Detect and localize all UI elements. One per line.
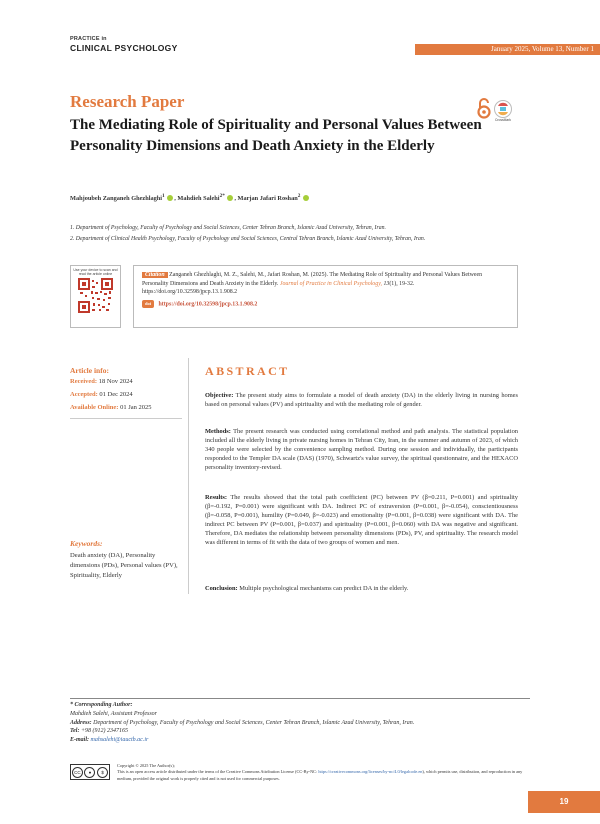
issue-band: January 2025, Volume 13, Number 1: [415, 44, 600, 55]
info-divider: [70, 418, 182, 419]
methods-label: Methods:: [205, 428, 231, 435]
open-access-icons: [476, 98, 516, 127]
address-text: Department of Psychology, Faculty of Psychology and Social Sciences, Center Tehran Branch, Islamic Azad University, Tehran, Iran.: [93, 719, 415, 726]
footer-rule: [70, 698, 530, 699]
accepted-row: [70, 391, 133, 398]
license-text: [117, 763, 527, 782]
abstract-methods: [205, 428, 518, 473]
copyright-line: Copyright © 2025 The Author(s);: [117, 763, 175, 768]
keywords-list: Death anxiety (DA), Personality dimensions (PDs), Personal values (PV), Spirituality, Elderly: [70, 552, 178, 580]
citation-rest: , 19-32. https://doi.org/10.32598/jpcp.13.1.908.2: [142, 280, 415, 296]
corresponding-tel-row: [70, 727, 530, 736]
corresponding-name: Mahdieh Salehi, Assistant Professor: [70, 710, 157, 717]
authors-line: Mahjoubeh Zanganeh Ghezhlaghi$^1$ , Mahdieh Salehi$^{2*}$ , Marjan Jafari Roshan$^2$: [70, 193, 310, 202]
crossmark-icon[interactable]: [495, 101, 512, 118]
license-text-2: ), which permits use, distribution, and reproduction in any medium, provided the original work is properly cited and is not used for commercial purposes.: [117, 769, 523, 781]
author-sup: 2: [297, 193, 301, 199]
citation-journal[interactable]: Journal of Practice in Clinical Psychology,: [279, 280, 382, 287]
abstract-objective: [205, 392, 518, 410]
article-info-heading: Article info:: [70, 366, 109, 375]
paper-title: The Mediating Role of Spirituality and Personal Values Between Personality Dimensions and Death Anxiety in the Elderly: [70, 117, 482, 154]
tel-label: Tel:: [70, 728, 80, 735]
qr-code-icon: [78, 278, 113, 313]
corresponding-heading: * Corresponding Author:: [70, 702, 133, 708]
email-label: E-mail:: [70, 737, 89, 744]
qr-caption: Use your device to scan and read the article online: [73, 268, 118, 276]
doi-link[interactable]: https://doi.org/10.32598/jpcp.13.1.908.2: [158, 301, 258, 308]
citation-box: [133, 265, 518, 328]
crossmark-label: CrossMark: [495, 118, 511, 122]
orcid-icon[interactable]: [227, 195, 233, 201]
address-label: Address:: [70, 719, 92, 726]
abstract-heading: ABSTRACT: [205, 364, 290, 378]
author-sup: 1: [162, 193, 165, 199]
column-divider: [188, 358, 189, 594]
online-date: 01 Jan 2025: [120, 404, 152, 411]
conclusion-label: Conclusion:: [205, 585, 238, 592]
paper-type: Research Paper: [70, 92, 185, 111]
author-sup: 2*: [219, 193, 225, 199]
open-access-icon: [479, 99, 490, 118]
affiliation-1: 1. Department of Psychology, Faculty of Psychology and Social Sciences, Center Tehran Branch, Islamic Azad University, Tehran, Iran.: [70, 225, 386, 231]
abstract-conclusion: [205, 585, 518, 594]
author-name: Marjan Jafari Roshan: [237, 195, 298, 203]
abstract-results: [205, 494, 518, 547]
author-name: Mahdieh Salehi: [177, 195, 220, 203]
doi-icon: doi: [142, 300, 154, 308]
received-label: Received:: [70, 378, 98, 385]
email-link[interactable]: mahsalehi@iauctb.ac.ir: [90, 737, 149, 744]
corresponding-address-row: [70, 719, 530, 728]
by-icon: ●: [84, 767, 95, 778]
accepted-date: 01 Dec 2024: [99, 391, 133, 398]
citation-text: Zanganeh Ghezhlaghi, M. Z., Salehi, M., Jafari Roshan, M. (2025). The Mediating Role of Spirituality and Personal Values Between Personality Dimensions and Death Anxiety in the Elderly.: [142, 272, 483, 287]
objective-label: Objective:: [205, 392, 234, 399]
author-name: Mahjoubeh Zanganeh Ghezhlaghi: [70, 195, 163, 203]
results-text: The results showed that the total path coefficient (PC) between PV (β=0.211, P=0.001) and spirituality (β=-0.192, P=0.001) were significant with DA. Indirect PC of extraversion (P=0.001, β=-0.054), conscientiousness (β=-0.058, P=0.001), humility (P=0.049, β=-0.023) and emotionality (P=0.001, β=0.038) were significant with DA. The indirect PC between PV (P=0.001, β=0.037) and spirituality (P=0.001, β=0.060) with DA was negative and significant. Therefore, DA mediates the relationship between personality dimensions (PDs), PV, and spirituality. The research model was different in terms of fit with the data of two groups of women and men.: [205, 494, 518, 546]
accepted-label: Accepted:: [70, 391, 98, 398]
objective-text: The present study aims to formulate a model of death anxiety (DA) in the elderly living in nursing homes based on personal values (PV) and spirituality and with the mediating role of gender.: [205, 392, 518, 408]
journal-logo-line1: PRACTICE in: [70, 36, 107, 42]
conclusion-text: Multiple psychological mechanisms can predict DA in the elderly.: [239, 585, 409, 592]
corresponding-author: [70, 701, 530, 745]
page-number: 19: [528, 791, 600, 813]
citation-label: Citation: [142, 272, 168, 278]
orcid-icon[interactable]: [303, 195, 309, 201]
methods-text: The present research was conducted using correlational method and path analysis. The statistical population included all the elderly living in private nursing homes in Tehran City, Iran, in the summer and autumn of 2023, of which 340 people were selected by the convenience sampling method. During one session and individually, the participants responded to the Templer DA scale (DAS) (1970), Schwartz's value survey, the spiritual questionnaire, and the HEXACO personality inventory-revised.: [205, 428, 518, 471]
affiliation-2: 2. Department of Clinical Health Psychology, Faculty of Psychology and Social Sciences, Central Tehran Branch, Islamic Azad University, Tehran, Iran.: [70, 236, 426, 242]
received-date: 18 Nov 2024: [98, 378, 133, 385]
journal-logo-line2: CLINICAL PSYCHOLOGY: [70, 42, 178, 53]
license-text-1: This is an open access article distributed under the terms of the Creative Commons Attribution License (CC-By-NC:: [117, 769, 318, 775]
citation-volume: 13: [383, 280, 390, 287]
tel-text: +98 (912) 2347165: [80, 728, 128, 735]
received-row: [70, 378, 133, 385]
orcid-icon[interactable]: [167, 195, 173, 201]
citation-issue: (1): [389, 280, 397, 287]
online-row: [70, 404, 152, 411]
cc-license-icon[interactable]: [70, 764, 110, 780]
results-label: Results:: [205, 494, 228, 501]
nc-icon: $: [97, 767, 108, 778]
qr-code-box[interactable]: [70, 265, 121, 328]
corresponding-email-row: [70, 736, 530, 745]
cc-icon: CC: [72, 767, 83, 778]
online-label: Available Online:: [70, 404, 119, 411]
license-link[interactable]: https://creativecommons.org/licenses/by-nc/4.0/legalcode.en: [318, 769, 423, 775]
keywords-heading: Keywords:: [70, 539, 103, 548]
journal-logo: [70, 37, 178, 52]
